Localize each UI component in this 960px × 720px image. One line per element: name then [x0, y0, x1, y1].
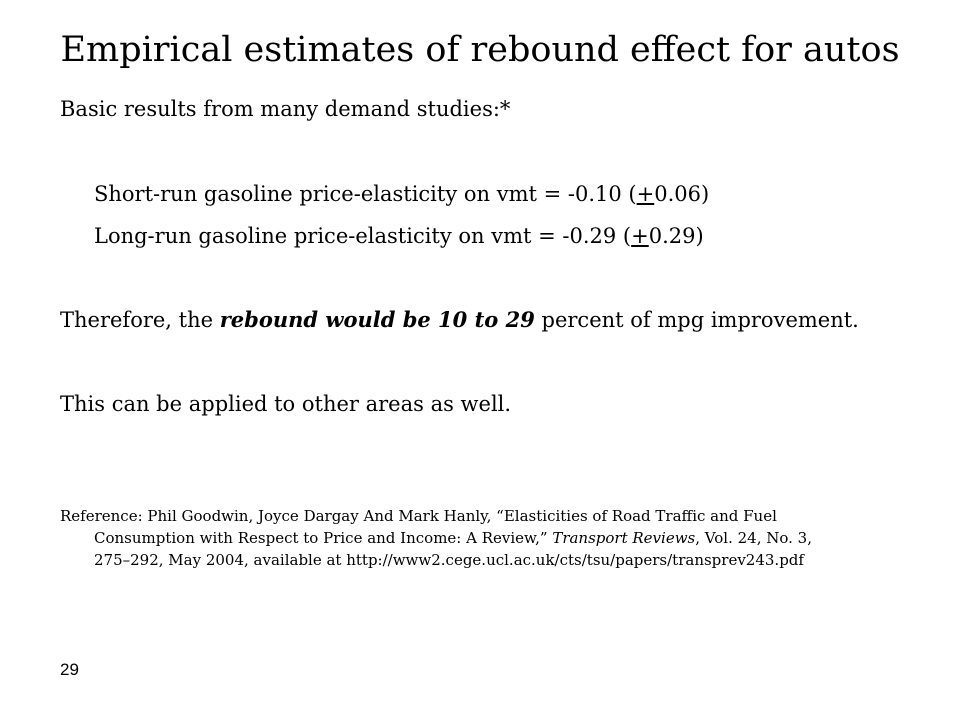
reference-line-3: 275–292, May 2004, available at http://www2.cege.ucl.ac.uk/cts/tsu/papers/transprev243.pdf [94, 551, 804, 569]
long-run-suffix: 0.29) [648, 224, 704, 248]
rebound-emphasis: rebound would be 10 to 29 [219, 307, 535, 332]
short-run-prefix: Short-run gasoline price-elasticity on vmt = -0.10 ( [94, 182, 637, 206]
short-run-elasticity [94, 180, 709, 208]
applied-statement: This can be applied to other areas as well. [60, 392, 512, 416]
reference-line-2 [60, 527, 880, 549]
reference-citation [60, 505, 880, 571]
reference-line-1: Reference: Phil Goodwin, Joyce Dargay And Mark Hanly, “Elasticities of Road Traffic and Fuel [60, 507, 777, 525]
reference-journal: Transport Reviews [552, 529, 696, 547]
short-run-plus-minus: + [636, 182, 655, 206]
long-run-plus-minus: + [631, 224, 649, 248]
therefore-statement [60, 306, 859, 334]
slide-number: 29 [60, 660, 79, 679]
long-run-prefix: Long-run gasoline price-elasticity on vmt = -0.29 ( [94, 224, 632, 248]
reference-line-2-prefix: Consumption with Respect to Price and Income: A Review,” [94, 529, 553, 547]
intro-text: Basic results from many demand studies:* [60, 97, 511, 121]
slide-title: Empirical estimates of rebound effect for autos [60, 30, 900, 70]
therefore-suffix: percent of mpg improvement. [534, 308, 859, 332]
short-run-suffix: 0.06) [654, 182, 710, 206]
therefore-prefix: Therefore, the [60, 308, 220, 332]
reference-line-2-suffix: , Vol. 24, No. 3, [695, 529, 812, 547]
long-run-elasticity [94, 222, 704, 250]
